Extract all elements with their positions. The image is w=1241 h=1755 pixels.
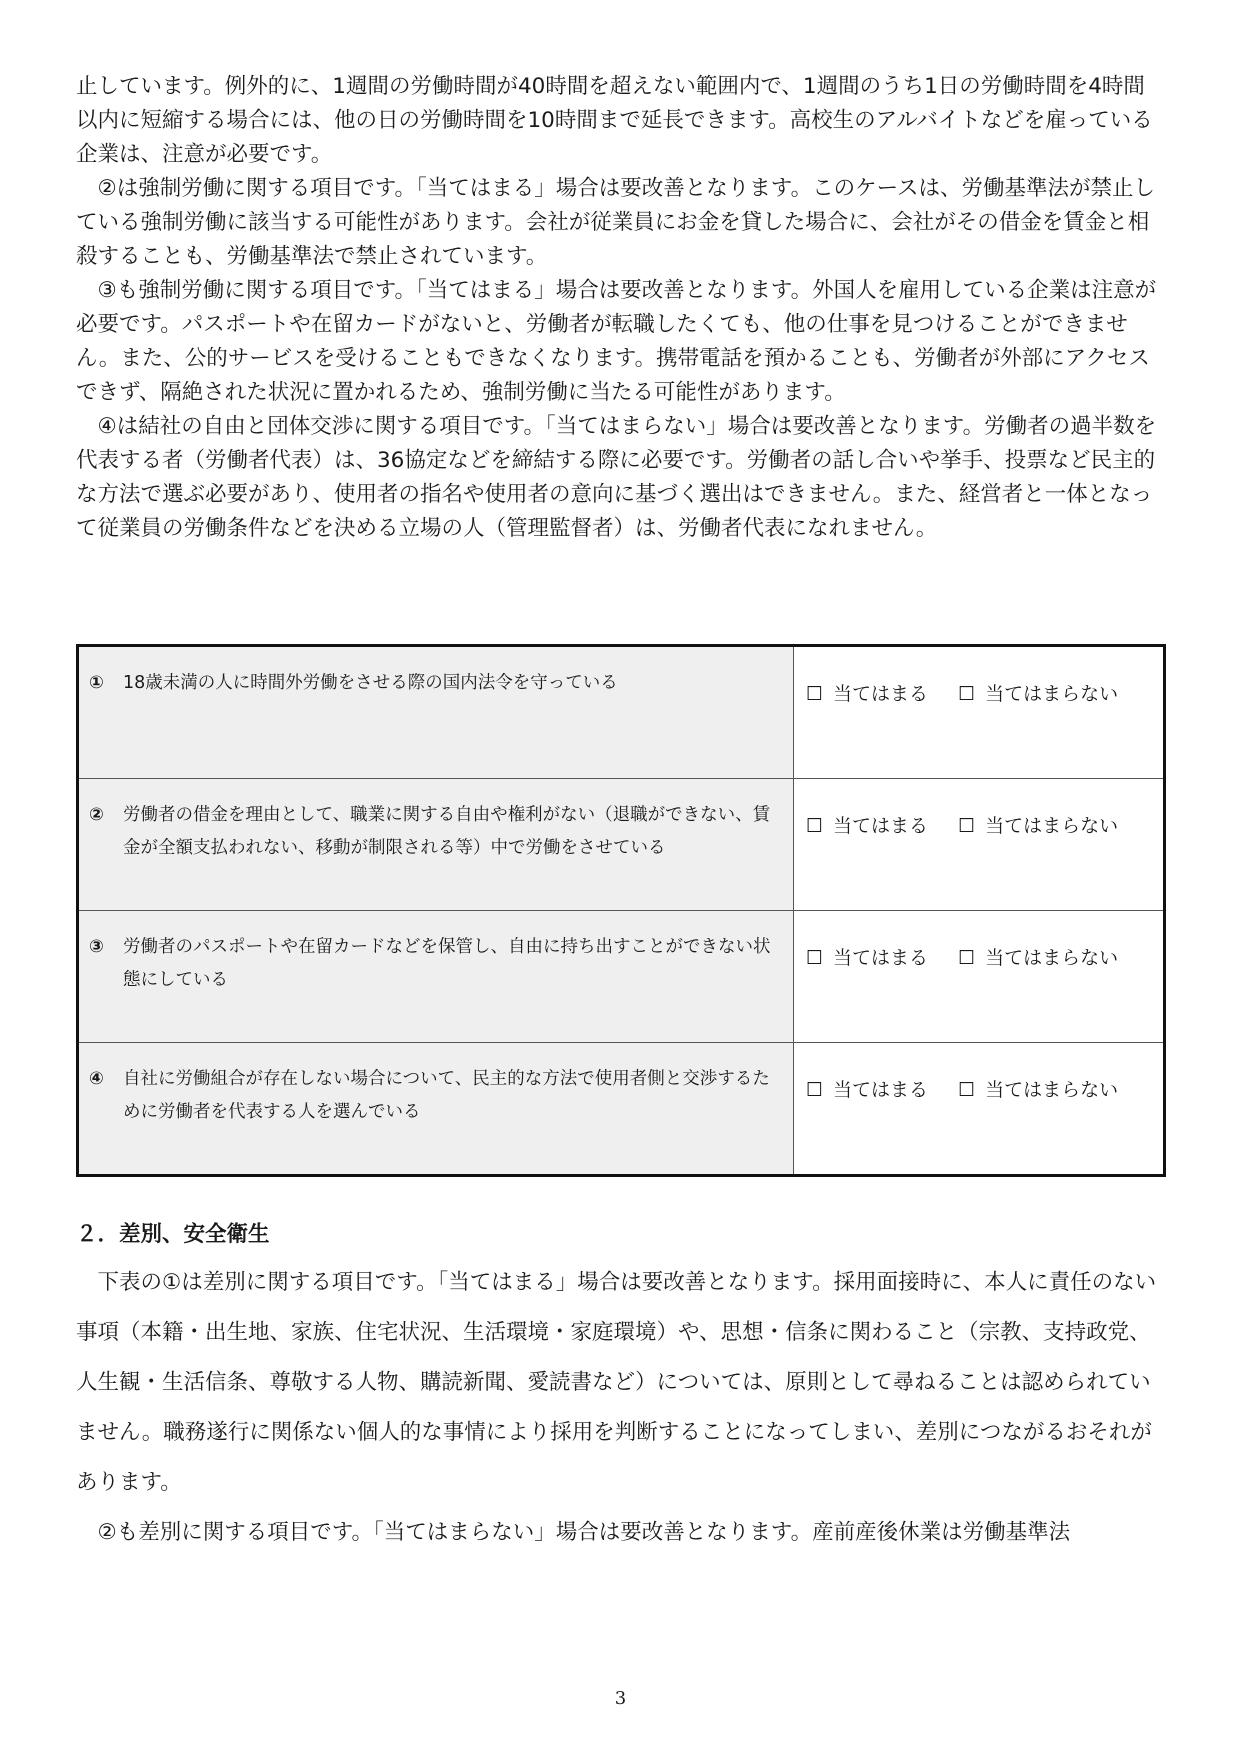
answer-cell [794, 1043, 1165, 1176]
checklist-row [78, 646, 1165, 779]
page-number: 3 [614, 1688, 627, 1709]
item-number: ③ [89, 937, 104, 957]
option-yes[interactable]: ☐ 当てはまる [806, 947, 929, 969]
paragraph-item-4: ④は結社の自由と団体交渉に関する項目です。「当てはまらない」場合は要改善となります。労働者の過半数を代表する者（労働者代表）は、36協定などを締結する際に必要です。労働者の話し合いや挙手、投票など民主的な方法で選ぶ必要があり、使用者の指名や使用者の意向に基づく選出はできません。また、経営者と一体となって従業員の労働条件などを決める立場の人（管理監督者）は、労働者代表になれません。 [76, 414, 1157, 541]
item-text: 自社に労働組合が存在しない場合について、民主的な方法で使用者側と交渉するために労働者を代表する人を選んでいる [123, 1069, 770, 1122]
item-text: 労働者のパスポートや在留カードなどを保管し、自由に持ち出すことができない状態にしている [123, 937, 771, 990]
checkbox-icon[interactable]: ☐ [806, 947, 824, 969]
item-text: 労働者の借金を理由として、職業に関する自由や権利がない（退職ができない、賃金が全額支払われない、移動が制限される等）中で労働をさせている [123, 805, 771, 858]
checklist-item [78, 779, 794, 911]
checkbox-icon[interactable]: ☐ [958, 815, 976, 837]
checklist-table [76, 644, 1166, 1177]
section-discrimination-safety [76, 1218, 1166, 1558]
checklist-row [78, 779, 1165, 911]
answer-cell [794, 646, 1165, 779]
intro-text [76, 70, 1166, 546]
checklist-row [78, 1043, 1165, 1176]
checklist-item [78, 911, 794, 1043]
paragraph-continuation: 止しています。例外的に、1週間の労働時間が40時間を超えない範囲内で、1週間のうち1日の労働時間を4時間以内に短縮する場合には、他の日の労働時間を10時間まで延長できます。高校生のアルバイトなどを雇っている企業は、注意が必要です。 [76, 74, 1153, 167]
item-number: ④ [89, 1069, 104, 1089]
paragraph-item-2: ②は強制労働に関する項目です。「当てはまる」場合は要改善となります。このケースは、労働基準法が禁止している強制労働に該当する可能性があります。会社が従業員にお金を貸した場合に、会社がその借金を賃金と相殺することも、労働基準法で禁止されています。 [76, 176, 1156, 269]
checkbox-icon[interactable]: ☐ [958, 947, 976, 969]
checkbox-icon[interactable]: ☐ [806, 815, 824, 837]
option-yes[interactable]: ☐ 当てはまる [806, 815, 929, 837]
answer-cell [794, 779, 1165, 911]
checklist-item [78, 1043, 794, 1176]
section-paragraph-2: ②も差別に関する項目です。「当てはまらない」場合は要改善となります。産前産後休業は労働基準法 [97, 1520, 1071, 1545]
paragraph-item-3: ③も強制労働に関する項目です。「当てはまる」場合は要改善となります。外国人を雇用している企業は注意が必要です。パスポートや在留カードがないと、労働者が転職したくても、他の仕事を見つけることができません。また、公的サービスを受けることもできなくなります。携帯電話を預かることも、労働者が外部にアクセスできず、隔絶された状況に置かれるため、強制労働に当たる可能性があります。 [76, 278, 1157, 405]
checkbox-icon[interactable]: ☐ [958, 1079, 976, 1101]
item-number: ② [89, 805, 104, 825]
option-yes[interactable]: ☐ 当てはまる [806, 1079, 929, 1101]
option-no[interactable]: ☐ 当てはまらない [958, 815, 1119, 837]
item-text: 18歳未満の人に時間外労働をさせる際の国内法令を守っている [123, 673, 618, 693]
checklist-row [78, 911, 1165, 1043]
option-no[interactable]: ☐ 当てはまらない [958, 1079, 1119, 1101]
option-no[interactable]: ☐ 当てはまらない [958, 947, 1119, 969]
item-number: ① [89, 673, 104, 693]
section-paragraph-1: 下表の①は差別に関する項目です。「当てはまる」場合は要改善となります。採用面接時に、本人に責任のない事項（本籍・出生地、家族、住宅状況、生活環境・家庭環境）や、思想・信条に関わること（宗教、支持政党、人生観・生活信条、尊敬する人物、購読新聞、愛読書など）については、原則として尋ねることは認められていません。職務遂行に関係ない個人的な事情により採用を判断することになってしまい、差別につながるおそれがあります。 [76, 1270, 1157, 1495]
checkbox-icon[interactable]: ☐ [806, 1079, 824, 1101]
checklist-item [78, 646, 794, 779]
checkbox-icon[interactable]: ☐ [806, 683, 824, 705]
section-heading: ２．差別、安全衛生 [76, 1222, 270, 1247]
option-yes[interactable]: ☐ 当てはまる [806, 683, 929, 705]
checkbox-icon[interactable]: ☐ [958, 683, 976, 705]
answer-cell [794, 911, 1165, 1043]
option-no[interactable]: ☐ 当てはまらない [958, 683, 1119, 705]
